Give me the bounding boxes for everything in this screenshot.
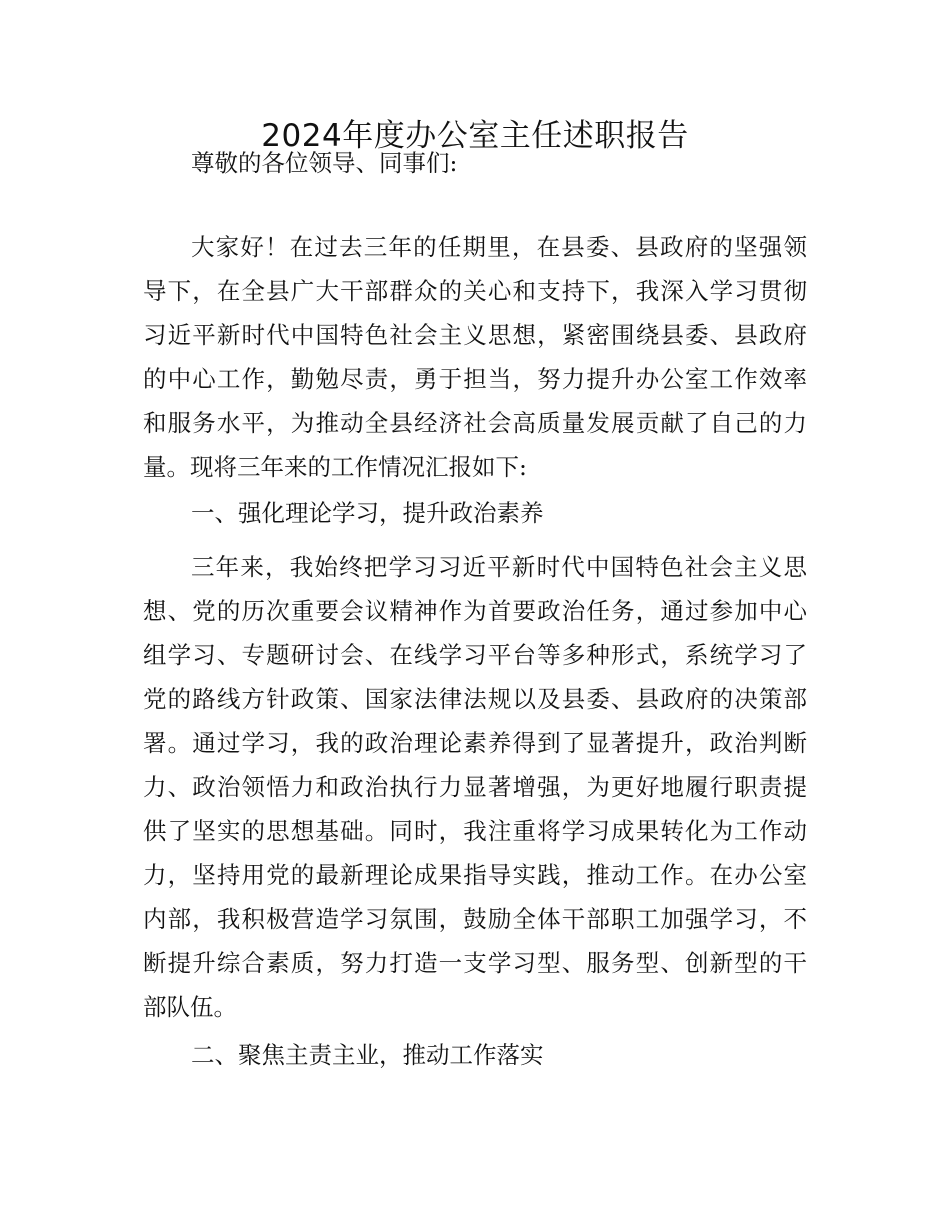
paragraph-line: 导下，在全县广大干部群众的关心和支持下，我深入学习贯彻 — [143, 277, 807, 305]
paragraph-line: 量。现将三年来的工作情况汇报如下: — [143, 453, 527, 481]
salutation: 尊敬的各位领导、同事们: — [191, 149, 458, 177]
paragraph-line: 三年来，我始终把学习习近平新时代中国特色社会主义思 — [191, 553, 807, 581]
paragraph-line: 内部，我积极营造学习氛围，鼓励全体干部职工加强学习，不 — [143, 905, 807, 933]
paragraph-line: 部队伍。 — [143, 993, 237, 1021]
paragraph-line: 党的路线方针政策、国家法律法规以及县委、县政府的决策部 — [143, 685, 807, 713]
paragraph-line: 断提升综合素质，努力打造一支学习型、服务型、创新型的干 — [143, 949, 807, 977]
paragraph-line: 想、党的历次重要会议精神作为首要政治任务，通过参加中心 — [143, 597, 807, 625]
section-heading: 一、强化理论学习，提升政治素养 — [191, 499, 544, 527]
document-title: 2024年度办公室主任述职报告 — [261, 118, 689, 154]
section-heading: 二、聚焦主责主业，推动工作落实 — [191, 1041, 544, 1069]
paragraph-line: 习近平新时代中国特色社会主义思想，紧密围绕县委、县政府 — [143, 321, 807, 349]
paragraph-line: 供了坚实的思想基础。同时，我注重将学习成果转化为工作动 — [143, 817, 807, 845]
paragraph-line: 力、政治领悟力和政治执行力显著增强，为更好地履行职责提 — [143, 773, 807, 801]
paragraph-line: 和服务水平，为推动全县经济社会高质量发展贡献了自己的力 — [143, 409, 807, 437]
paragraph-line: 大家好！在过去三年的任期里，在县委、县政府的坚强领 — [191, 233, 807, 261]
paragraph-line: 的中心工作，勤勉尽责，勇于担当，努力提升办公室工作效率 — [143, 365, 807, 393]
paragraph-line: 署。通过学习，我的政治理论素养得到了显著提升，政治判断 — [143, 729, 807, 757]
paragraph-line: 组学习、专题研讨会、在线学习平台等多种形式，系统学习了 — [143, 641, 807, 669]
paragraph-line: 力，坚持用党的最新理论成果指导实践，推动工作。在办公室 — [143, 861, 807, 889]
